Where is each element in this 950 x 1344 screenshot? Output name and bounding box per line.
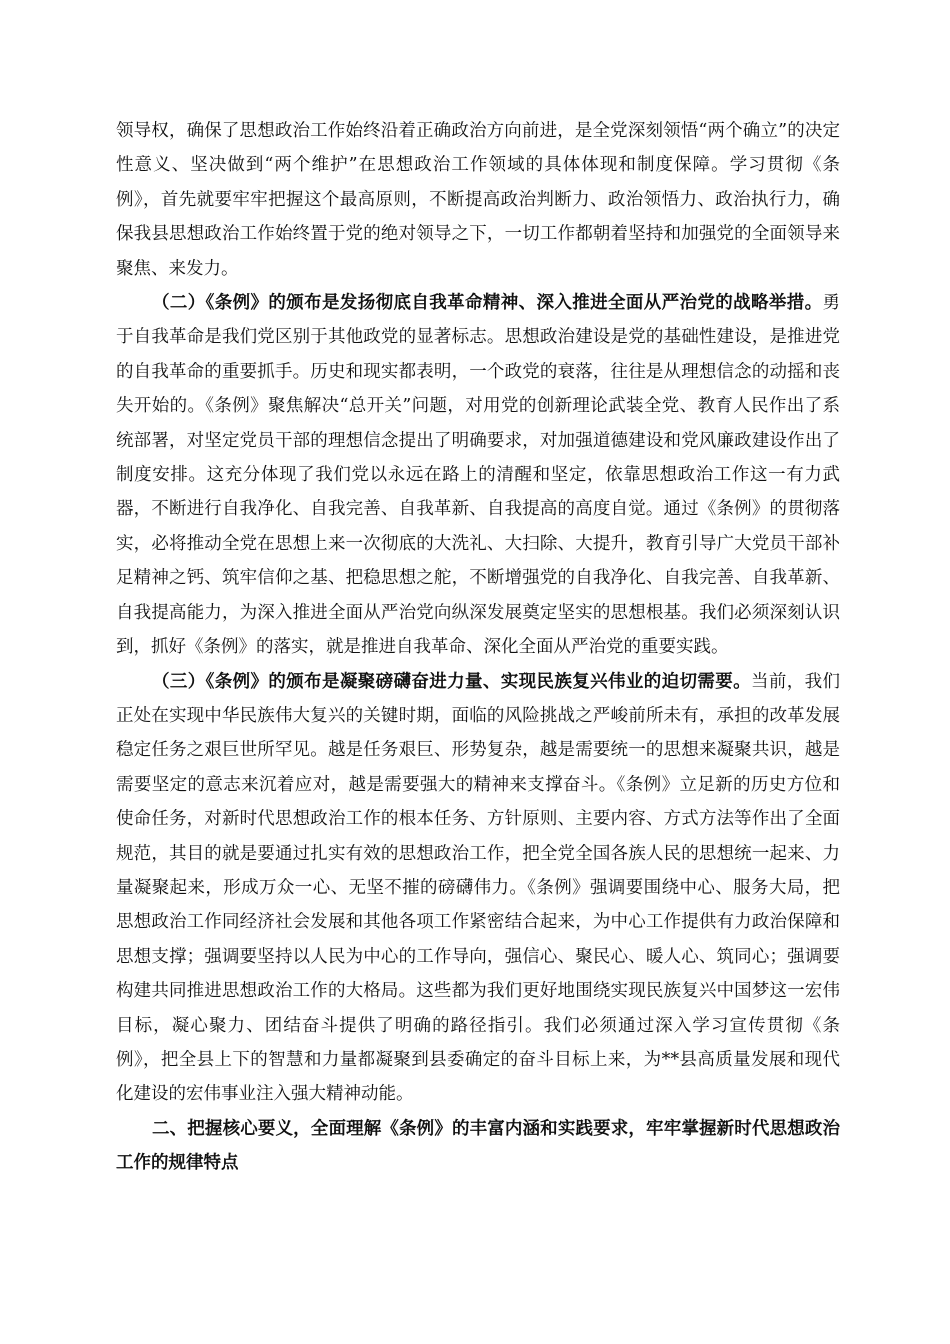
paragraph-1: 领导权，确保了思想政治工作始终沿着正确政治方向前进，是全党深刻领悟“两个确立”的决定性意义、坚决做到“两个维护”在思想政治工作领域的具体体现和制度保障。学习贯彻《条例》，首先就要牢牢把握这个最高原则，不断提高政治判断力、政治领悟力、政治执行力，确保我县思想政治工作始终置于党的绝对领导之下，一切工作都朝着坚持和加强党的全面领导来聚焦、来发力。 — [116, 121, 840, 279]
paragraph-2-heading: （二）《条例》的颁布是发扬彻底自我革命精神、深入推进全面从严治党的战略举措。 — [152, 293, 823, 314]
paragraph-2 — [116, 286, 840, 664]
document-body — [116, 114, 840, 1181]
paragraph-2-body: 勇于自我革命是我们党区别于其他政党的显著标志。思想政治建设是党的基础性建设，是推进党的自我革命的重要抓手。历史和现实都表明，一个政党的衰落，往往是从理想信念的动摇和丧失开始的。《条例》聚焦解决“总开关”问题，对用党的创新理论武装全党、教育人民作出了系统部署，对坚定党员干部的理想信念提出了明确要求，对加强道德建设和党风廉政建设作出了制度安排。这充分体现了我们党以永远在路上的清醒和坚定，依靠思想政治工作这一有力武器，不断进行自我净化、自我完善、自我革新、自我提高的高度自觉。通过《条例》的贯彻落实，必将推动全党在思想上来一次彻底的大洗礼、大扫除、大提升，教育引导广大党员干部补足精神之钙、筑牢信仰之基、把稳思想之舵，不断增强党的自我净化、自我完善、自我革新、自我提高能力，为深入推进全面从严治党向纵深发展奠定坚实的思想根基。我们必须深刻认识到，抓好《条例》的落实，就是推进自我革命、深化全面从严治党的重要实践。 — [116, 293, 840, 658]
paragraph-3 — [116, 665, 840, 1112]
paragraph-3-body: 当前，我们正处在实现中华民族伟大复兴的关键时期，面临的风险挑战之严峻前所未有，承担的改革发展稳定任务之艰巨世所罕见。越是任务艰巨、形势复杂，越是需要统一的思想来凝聚共识，越是需要坚定的意志来沉着应对，越是需要强大的精神来支撑奋斗。《条例》立足新的历史方位和使命任务，对新时代思想政治工作的根本任务、方针原则、主要内容、方式方法等作出了全面规范，其目的就是要通过扎实有效的思想政治工作，把全党全国各族人民的思想统一起来、力量凝聚起来，形成万众一心、无坚不摧的磅礴伟力。《条例》强调要围绕中心、服务大局，把思想政治工作同经济社会发展和其他各项工作紧密结合起来，为中心工作提供有力政治保障和思想支撑；强调要坚持以人民为中心的工作导向，强信心、聚民心、暖人心、筑同心；强调要构建共同推进思想政治工作的大格局。这些都为我们更好地围绕实现民族复兴中国梦这一宏伟目标，凝心聚力、团结奋斗提供了明确的路径指引。我们必须通过深入学习宣传贯彻《条例》，把全县上下的智慧和力量都凝聚到县委确定的奋斗目标上来，为**县高质量发展和现代化建设的宏伟事业注入强大精神动能。 — [116, 671, 840, 1105]
paragraph-3-heading: （三）《条例》的颁布是凝聚磅礴奋进力量、实现民族复兴伟业的迫切需要。 — [152, 671, 751, 692]
section-2-heading: 二、把握核心要义，全面理解《条例》的丰富内涵和实践要求，牢牢掌握新时代思想政治工作的规律特点 — [116, 1118, 840, 1174]
